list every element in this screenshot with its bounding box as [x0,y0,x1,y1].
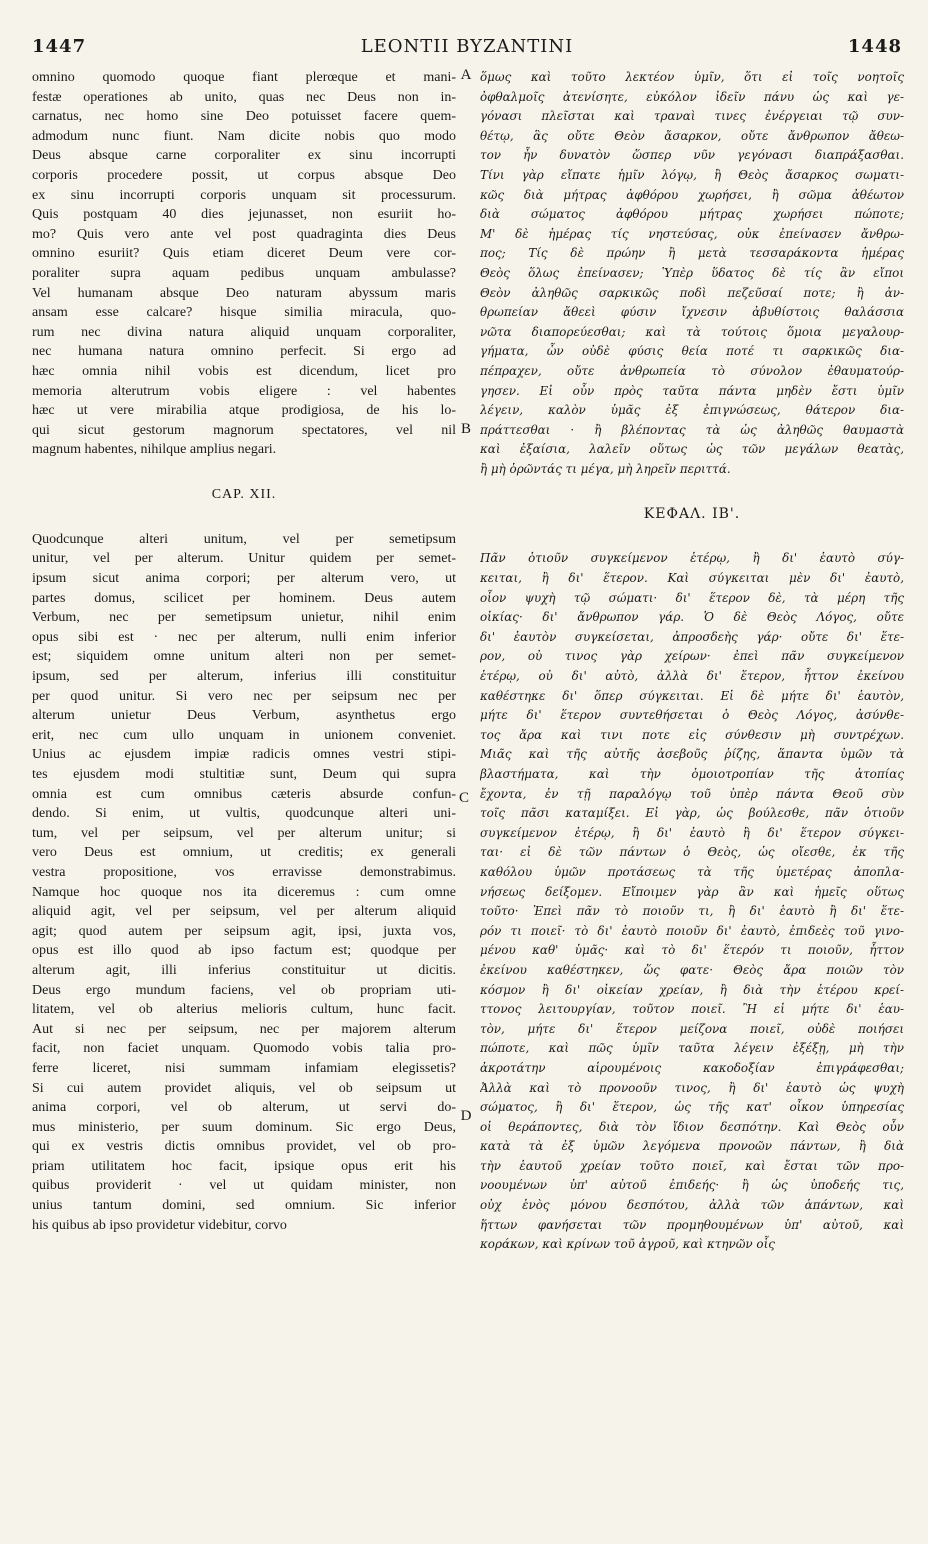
latin-text-line: corporis procedere possit, ut corpus absque Deo [32,167,456,183]
latin-text-line: hæc omnia nihil vobis est dicendum, licet pro [32,363,456,379]
latin-text-line: mus ministerio, per suum dominum. Sic ergo Deus, [32,1119,456,1135]
greek-text-line: νῶτα διαπορεύεσθαι; καὶ τὰ τούτοις ὅμοια μεγαλουρ- [480,324,904,339]
greek-text-line: συγκείμενον ἑτέρῳ, ἢ δι' ἑαυτὸ ἢ δι' ἕτερον σύγκει- [480,825,904,840]
greek-text-line: καθέστηκε δι' ὅπερ σύγκειται. Εἰ δὲ μήτε δι' ἑαυτὸν, [480,688,904,703]
latin-text-line: omnino esuriit? Quis etiam diceret Deum vere cor- [32,246,456,262]
latin-text-line: Deus absque carne corporaliter ex sinu incorrupti [32,148,456,164]
latin-text-line: tum, vel per seipsum, vel per alterum unitur; si [32,825,456,841]
greek-text-line: θέτῳ, ἃς οὔτε Θεὸν ἄσαρκον, οὔτε ἄνθρωπον ἄθεω- [480,128,904,143]
greek-text-line: οὐχ ἑνὸς μόνου δεσπότου, ἀλλὰ τῶν ἁπάντων, καὶ [480,1198,904,1213]
latin-text-line: Quodcunque alteri unitum, vel per semetipsum [32,531,456,547]
latin-text-line: opus sibi est · nec per alterum, nulli enim inferior [32,629,456,645]
greek-text-line: κόσμον ἢ δι' οἰκείαν χρείαν, ἢ διὰ τὴν ἑτέρου κρεί- [480,982,904,997]
greek-text-line: ἥττων φανήσεται τῶν προμηθουμένων ὑπ' αὐτοῦ, καὶ [480,1217,904,1232]
latin-text-line: dendo. Si enim, ut vultis, quodcunque alteri uni- [32,806,456,822]
latin-text-line: carnatus, nec homo sine Deo potuisset facere quem- [32,109,456,125]
latin-text-line: litatem, vel ob alterius melioris cultum, hunc facit. [32,1002,456,1018]
margin-letter-b: B [460,421,471,437]
latin-text-line: opus est illo quod ab ipso factum est; quodque per [32,943,456,959]
greek-text-line: κατὰ τὰ ἐξ ὑμῶν λεγόμενα προνοῶν πάντων, ἢ διὰ [480,1139,904,1154]
latin-text-line: alterum agit, illi inferius constituitur ut dicitis. [32,962,456,978]
latin-text-line: vestra propositione, vos erravisse demonstrabimus. [32,864,456,880]
greek-text-line: λέγειν, καλὸν ὑμᾶς ἐξ ἐπιγνώσεως, θάτερον δια- [480,403,904,418]
greek-text-line: Ἀλλὰ καὶ τὸ προνοοῦν τινος, ἢ δι' ἑαυτὸ ὡς ψυχὴ [480,1080,904,1095]
latin-text-line: magnum habentes, nihilque amplius negari. [32,442,277,458]
greek-text-line: τὸν, μήτε δι' ἕτερον μείζονα ποιεῖ, οὐδὲ ποιήσει [480,1021,904,1036]
latin-text-line: omnino quomodo quoque fiant plerœque et mani- [32,70,456,85]
latin-text-line: unius tantum domini, sed omnium. Sic inferior [32,1198,456,1214]
latin-text-line: facit, non faciet unquam. Quomodo vobis talia pro- [32,1041,456,1057]
latin-text-line: Si cui autem providet aliquis, vel ob seipsum ut [32,1080,456,1096]
greek-text-line: ττονος λειτουργίαν, τοῦτον ποιεῖ. Ἢ εἰ μήτε δι' ἑαυ- [480,1002,904,1017]
greek-text-line: μήτε δι' ἕτερον συντεθήσεται ὁ Θεὸς Λόγος, ἀσύνθε- [480,708,904,723]
latin-text-line: Deus ergo mundum faciens, vel ob propriam uti- [32,982,456,998]
greek-text-line: γήματα, ὧν οὐδὲ φύσις θεία ποτέ τι σαρκικῶς δια- [480,344,904,359]
greek-text-line: ἢ μὴ ὁρῶντάς τι μέγα, μὴ ληρεῖν περιττά. [480,461,731,476]
latin-text-line: agit; quod autem per seipsum agit, ipsi, juxta vos, [32,923,456,939]
greek-text-line: Μ' δὲ ἡμέρας τίς νηστεύσας, οὐκ ἐπείνασεν ἄνθρω- [480,226,904,241]
latin-text-line: Verbum, nec per semetipsum unietur, nihil enim [32,610,456,626]
margin-letter-d: D [460,1108,472,1124]
greek-text-line: Μιᾶς καὶ τῆς αὐτῆς ἀσεβοῦς ῥίζης, ἅπαντα ὑμῶν τὰ [480,747,904,762]
page-number-right: 1448 [847,36,902,57]
greek-text-line: ὀφθαλμοῖς ἀτενίσητε, εὐκόλον ἰδεῖν πάνυ ὡς καὶ γε- [480,89,904,104]
latin-text-line: hæc ut vere mirabilia atque prodigiosa, de his lo- [32,403,456,419]
greek-text-line: οἷον ψυχὴ τῷ σώματι· δι' ἕτερον δὲ, τὰ μέρη τῆς [480,590,904,605]
margin-letter-a: A [460,67,472,83]
greek-chapter-heading: ΚΕΦΑΛ. ΙΒ'. [643,506,741,523]
greek-text-line: ἐκείνου καθέστηκεν, ὥς φατε· Θεὸς ἄρα ποιῶν τὸν [480,962,904,977]
greek-text-line: πέπραχεν, οὔτε ἀνθρωπεία τὸ σύνολον ἐθαυματούρ- [480,363,904,378]
latin-text-line: aliquid agit, vel per seipsum, vel per alterum aliquid [32,904,456,920]
greek-text-line: καθόλου ὑμῶν προτάσεως τὰ τῆς ὑμετέρας ἀποπλα- [480,864,904,879]
greek-text-line: νοουμένων ὑπ' αὐτοῦ ἐπιδεής· ἢ ὡς ὑποδεής τις, [480,1178,904,1193]
greek-text-line: νήσεως δείξομεν. Εἴποιμεν γὰρ ἂν καὶ ἡμεῖς οὕτως [480,884,904,899]
greek-text-line: Θεὸν ἀληθῶς σαρκικῶς ποδὶ πεζεῦσαί ποτε; ἢ ἀν- [480,285,904,300]
greek-text-line: γόνασι πλεῖσται καὶ τραναὶ τινες ἐνέργειαι τῷ συν- [480,109,904,124]
greek-text-line: τὴν ἑαυτοῦ χρείαν τοῦτο ποιεῖ, καὶ ἔσται τῶν προ- [480,1158,904,1173]
latin-text-line: erit, nec cum ullo unquam in unionem conveniet. [32,727,456,743]
greek-text-line: Θεὸς ὅλως ἐπείνασεν; Ὑπὲρ ὕδατος δὲ τίς ἂν εἴποι [480,265,904,280]
greek-text-line: διὰ σώματος ἀφθόρου μήτρας χωρήσει πώποτε; [480,207,904,222]
margin-letter-c: C [458,790,469,806]
latin-text-line: vero Deus est omnium, ut creditis; ex generali [32,845,456,861]
latin-text-line: Namque hoc quoque nos ita diceremus : cum omne [32,884,456,900]
latin-text-line: poraliter supra aquam pedibus unquam ambulasse? [32,265,456,281]
running-title: LEONTII BYZANTINI [360,36,574,57]
latin-text-line: priam utilitatem hoc facit, ipsique opus erit his [32,1158,456,1174]
latin-text-line: Unius ac ejusdem impiæ radicis omnes vestri stipi- [32,747,456,763]
greek-text-line: βλαστήματα, καὶ τὴν ὁμοιοτροπίαν τῆς ἀτοπίας [480,767,904,781]
greek-text-line: τοῦτο· Ἐπεὶ πᾶν τὸ ποιοῦν τι, ἢ δι' ἑαυτὸ ἢ δι' ἕτε- [480,904,904,919]
latin-text-line: mo? Quis vero ante vel post quadraginta dies Deus [32,226,456,242]
latin-text-line: his quibus ab ipso providetur videbitur, corvo [32,1217,287,1233]
greek-text-line: Τίνι γὰρ εἴπατε ἡμῖν λόγῳ, ἢ Θεὸς ἄσαρκος σωματι- [480,167,904,182]
greek-text-line: πώποτε, καὶ πῶς ὑμῖν ταῦτα λέγειν ἐξέξῃ, μὴ τὴν [480,1041,904,1056]
latin-text-line: anima corpori, vel ob alterum, ut servi do- [32,1100,456,1116]
latin-text-line: Quis postquam 40 dies jejunasset, non esuriit ho- [32,207,456,223]
latin-text-line: admodum nunc fiunt. Nam dicite nobis quo modo [32,128,456,144]
latin-text-line: ipsum sicut anima corpori; per alterum vero, ut [32,571,456,587]
greek-text-line: θρωπείαν ἄθεεὶ φύσιν ἴχνεσιν ἀβυθίστοις θαλάσσια [480,305,904,320]
latin-text-line: alterum unietur Deus Verbum, asynthetus ergo [32,708,456,724]
greek-text-line: τος ἄρα καὶ τινι ποτε εἰς σύνθεσιν μὴ συντρέχων. [480,727,904,742]
greek-text-line: σώματος, ἢ δι' ἕτερον, ὡς τῆς κατ' οἶκον ὑπηρεσίας [480,1100,904,1115]
greek-text-line: πράττεσθαι · ἢ βλέποντας τὰ ὡς ἀληθῶς θαυμαστὰ [480,422,904,437]
greek-text-line: τοῖς πᾶσι καταμίξει. Εἰ γὰρ, ὡς βούλεσθε, πᾶν ὁτιοῦν [480,806,904,821]
greek-text-line: οἱ θεράποντες, διὰ τὸν ἴδιον δεσπότην. Καὶ Θεὸς οὖν [480,1119,904,1134]
latin-text-line: Vel humanam absque Deo naturam abyssum maris [32,285,456,301]
latin-text-line: quibus providerit · vel ut quidam minister, non [32,1178,456,1194]
latin-text-line: qui sicut gestorum magnorum spectatores, vel nil [32,422,456,438]
page-number-left: 1447 [32,36,87,57]
greek-text-line: κῶς διὰ μήτρας ἀφθόρου χωρήσει, ἢ σῶμα ἀθέωτον [480,187,904,202]
greek-text-line: δι' ἑαυτὸν συγκείσεται, ἀπροσδεὴς γάρ· οὔτε δι' ἕτε- [480,629,904,644]
latin-column [32,68,456,1235]
latin-text-line: partes domus, scilicet per hominem. Deus autem [32,590,456,606]
greek-text-line: ἔχοντα, ἐν τῇ παραλόγῳ τοῦ ὑπὲρ πάντα Θεοῦ σὺν [480,786,904,801]
latin-text-line: qui ex vestris dictis omnibus providet, vel ob pro- [32,1139,456,1155]
latin-text-line: rum nec divina natura aliquid unquam corporaliter, [32,324,456,340]
latin-text-line: ansam esse calcare? hisque similia miracula, quo- [32,305,456,321]
greek-text-line: ὅμως καὶ τοῦτο λεκτέον ὑμῖν, ὅτι εἰ τοῖς νοητοῖς [480,70,904,84]
greek-text-line: μένου καθ' ὑμᾶς· καὶ τὸ δι' ἕτερόν τι ποιοῦν, ἧττον [480,943,904,958]
greek-text-line: πος; Τίς δὲ πρώην ἢ μετὰ τεσσαράκοντα ἡμέρας [480,246,904,261]
greek-text-line: γησεν. Εἰ οὖν πρὸς ταῦτα πάντα μηδὲν ἔστι ὑμῖν [480,383,904,398]
latin-text-line: festæ operationes ab unito, quas nec Deus non in- [32,89,456,105]
greek-text-line: ται· εἰ δὲ τῶν πάντων ὁ Θεὸς, ὡς οἴεσθε, ἐκ τῆς [480,845,904,860]
greek-text-line: καὶ ἐξαίσια, λαλεῖν οὕτως ὡς τῶν μεγάλων θεατὰς, [480,442,904,457]
latin-text-line: ferre liceret, nisi summam infamiam elegissetis? [32,1060,456,1076]
greek-text-line: κοράκων, καὶ κρίνων τοῦ ἀγροῦ, καὶ κτηνῶν οἷς [480,1237,775,1252]
greek-text-line: κειται, ἢ δι' ἕτερον. Καὶ σύγκειται μὲν δι' ἑαυτὸ, [480,571,904,586]
latin-text-line: tes ejusdem modi stultitiæ sunt, Deum qui supra [32,767,456,782]
greek-text-line: ρον, οὐ τινος γὰρ χείρων· ἐπεὶ πᾶν συγκείμενον [480,649,904,664]
greek-text-line: ἑτέρῳ, οὐ δι' αὑτὸ, ἀλλὰ δι' ἕτερον, ἧττον ἐκείνου [480,669,904,684]
latin-text-line: ipsum, sed per alterum, inferius illi constituitur [32,669,456,685]
latin-text-line: nec humana natura omnino perfecit. Si ergo ad [32,344,456,360]
latin-text-line: per quod unitur. Si vero nec per seipsum nec per [32,688,456,704]
greek-text-line: ἀκροτάτην αἱρουμένοις κακοδοξίαν ἐπιγράφεσθαι; [480,1060,904,1075]
latin-text-line: memoria alterutrum vobis eligere : vel habentes [32,383,456,399]
greek-text-line: ρόν τι ποιεῖ· τὸ δι' ἑαυτὸ ποιοῦν δι' ἑαυτὸ, ἐπιδεὲς τοῦ γινο- [480,923,904,938]
greek-text-line: τον ἦν δυνατὸν ὥσπερ νῦν γεγόνασι διαπράξασθαι. [480,148,904,163]
latin-text-line: Aut si nec per seipsum, nec per majorem alterum [32,1021,456,1037]
page-header [32,36,902,66]
greek-text-line: Πᾶν ὁτιοῦν συγκείμενον ἑτέρῳ, ἢ δι' ἑαυτὸ σύγ- [480,551,904,566]
latin-text-line: est; siquidem omne unitum alteri non per semet- [32,649,456,665]
greek-column [480,68,904,1255]
latin-text-line: unitur, vel per alterum. Unitur quidem per semet- [32,551,456,567]
latin-chapter-heading: CAP. XII. [211,486,277,502]
latin-text-line: ex sinu incorrupti corporis unquam sit processurum. [32,187,456,203]
greek-text-line: οἰκίας· δι' ἄνθρωπον γάρ. Ὁ δὲ Θεὸς Λόγος, οὔτε [480,610,904,625]
latin-text-line: omnia est cum omnibus cæteris absurde confun- [32,786,456,802]
